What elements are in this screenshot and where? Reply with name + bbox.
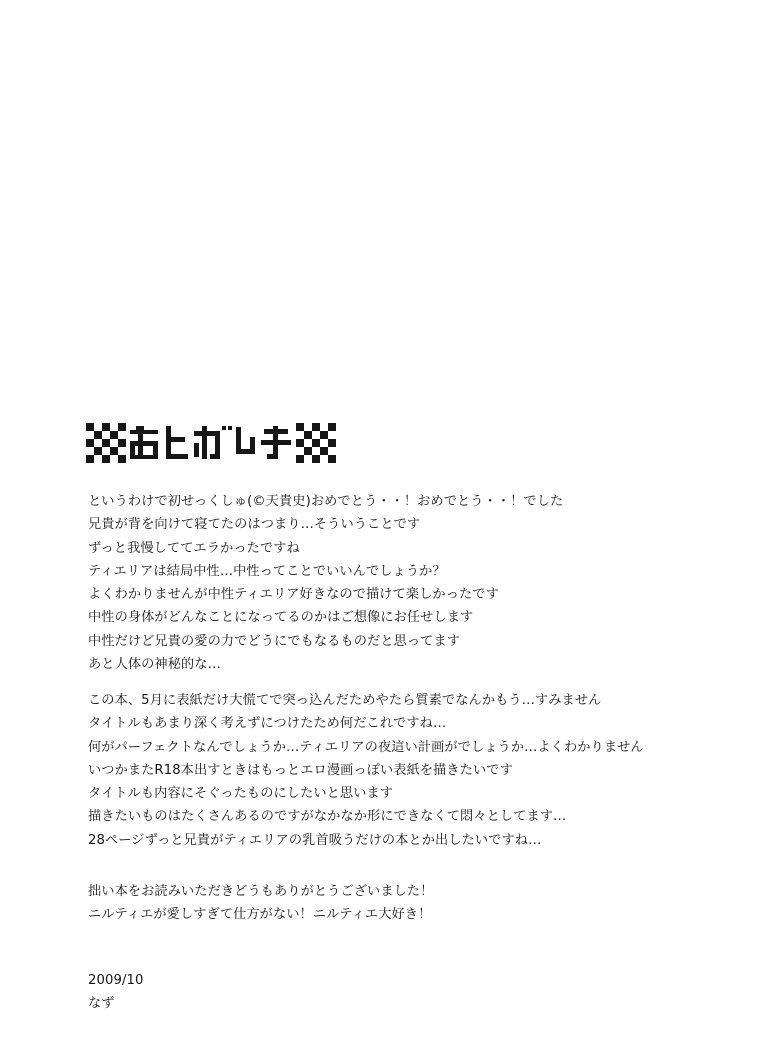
signature-block bbox=[88, 969, 144, 1016]
text-line: ティエリアは結局中性…中性ってことでいいんでしょうか？ bbox=[88, 563, 446, 579]
paragraph-3 bbox=[88, 880, 433, 927]
text-line: この本、5月に表紙だけ大慌てで突っ込んだためやたら質素でなんかもう…すみません bbox=[88, 693, 602, 708]
text-line: 描きたいものはたくさんあるのですがなかなか形にできなくて悶々としてます… bbox=[88, 809, 567, 825]
text-line: というわけで初せっくしゅ(©天貴史)おめでとう・・！おめでとう・・！でした bbox=[88, 494, 564, 509]
text-line: タイトルもあまり深く考えずにつけたため何だこれですね… bbox=[88, 716, 447, 732]
text-line: ニルティエが愛しすぎて仕方がない！ニルティエ大好き！ bbox=[88, 907, 432, 923]
text-line: 中性だけど兄貴の愛の力でどうにでもなるものだと思ってます bbox=[88, 633, 461, 649]
afterword-heading bbox=[86, 423, 336, 469]
text-line: 拙い本をお読みいただきどうもありがとうございました！ bbox=[88, 884, 434, 899]
text-line: 28ページずっと兄貴がティエリアの乳首吸うだけの本とか出したいですね… bbox=[88, 832, 542, 848]
paragraph-2 bbox=[88, 689, 644, 852]
text-line: 何がパーフェクトなんでしょうか…ティエリアの夜這い計画がでしょうか…よくわかりません bbox=[88, 739, 644, 755]
text-line: 兄貴が背を向けて寝てたのはつまり…そういうことです bbox=[88, 517, 421, 533]
text-line: ずっと我慢しててエラかったですね bbox=[88, 540, 300, 556]
text-line: よくわかりませんが中性ティエリア好きなので描けて楽しかったです bbox=[88, 587, 499, 603]
text-line: いつかまたR18本出すときはもっとエロ漫画っぽい表紙を描きたいです bbox=[88, 762, 513, 778]
text-line: あと人体の神秘的な… bbox=[88, 657, 221, 673]
afterword-title-text bbox=[86, 423, 336, 469]
text-line: 中性の身体がどんなことになってるのかはご想像にお任せします bbox=[88, 610, 474, 626]
paragraph-1 bbox=[88, 490, 563, 676]
author-name: なず bbox=[88, 996, 115, 1012]
date-line: 2009/10 bbox=[88, 973, 144, 988]
text-line: タイトルも内容にそぐったものにしたいと思います bbox=[88, 786, 394, 802]
